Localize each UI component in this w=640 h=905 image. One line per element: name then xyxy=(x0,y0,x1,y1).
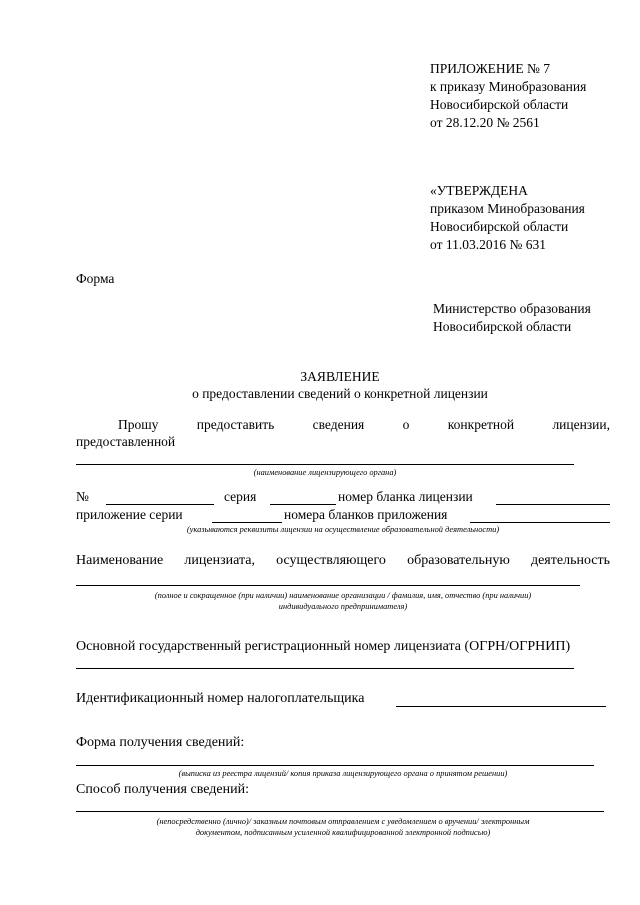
annex-date: от 28.12.20 № 2561 xyxy=(430,115,540,130)
annex-series-label: приложение серии xyxy=(76,507,183,522)
request-word: предоставить xyxy=(196,417,275,432)
receipt-method-note-1: (непосредственно (лично)/ заказным почтовым отправлением с уведомлением о вручении/ электронным xyxy=(156,817,530,826)
document-subtitle: о предоставлении сведений о конкретной лицензии xyxy=(192,386,488,401)
addressee-ministry: Министерство образования xyxy=(433,301,591,316)
annex-blanks-label: номера бланков приложения xyxy=(284,507,448,522)
approved-block xyxy=(430,182,585,254)
annex-series-field[interactable] xyxy=(212,522,282,523)
receipt-form-note: (выписка из реестра лицензий/ копия приказа лицензирующего органа о принятом решении) xyxy=(178,769,508,778)
license-series-label: серия xyxy=(224,489,257,504)
form-label: Форма xyxy=(76,271,115,286)
license-series-field[interactable] xyxy=(270,504,336,505)
authority-name-note: (наименование лицензирующего органа) xyxy=(253,468,397,477)
license-details-note: (указываются реквизиты лицензии на осуществление образовательной деятельности) xyxy=(186,525,500,534)
receipt-method-field[interactable] xyxy=(76,811,604,812)
licensee-word: деятельность xyxy=(530,553,611,568)
addressee-region: Новосибирской области xyxy=(433,319,572,334)
inn-field[interactable] xyxy=(396,706,606,707)
licensee-word: Наименование xyxy=(76,553,164,568)
license-number-label: № xyxy=(76,489,89,504)
document-title: ЗАЯВЛЕНИЕ xyxy=(300,369,380,384)
annex-blanks-field[interactable] xyxy=(470,522,610,523)
licensee-word: образовательную xyxy=(407,553,510,568)
annex-order-ref: к приказу Минобразования xyxy=(430,79,587,94)
approved-region: Новосибирской области xyxy=(430,219,569,234)
request-word: о xyxy=(402,417,410,432)
inn-label: Идентификационный номер налогоплательщика xyxy=(76,691,365,706)
licensee-word: осуществляющего xyxy=(276,553,386,568)
receipt-method-label: Способ получения сведений: xyxy=(76,782,249,797)
request-line-2: предоставленной xyxy=(76,434,176,449)
approved-date: от 11.03.2016 № 631 xyxy=(430,237,546,252)
approved-heading: «УТВЕРЖДЕНА xyxy=(430,183,528,198)
licensee-name-label xyxy=(76,552,610,570)
ogrn-label: Основной государственный регистрационный номер лицензиата (ОГРН/ОГРНИП) xyxy=(76,639,571,654)
licensee-word: лицензиата, xyxy=(184,553,255,568)
request-line-1 xyxy=(118,416,610,434)
license-blank-label: номер бланка лицензии xyxy=(338,489,473,504)
authority-name-field[interactable] xyxy=(76,464,574,465)
request-word: сведения xyxy=(312,417,365,432)
licensee-note-1: (полное и сокращенное (при наличии) наименование организации / фамилия, имя, отчество (при наличии) xyxy=(154,591,532,600)
request-word: лицензии, xyxy=(552,417,610,432)
receipt-form-label: Форма получения сведений: xyxy=(76,735,245,750)
license-blank-field[interactable] xyxy=(496,504,610,505)
request-word: конкретной xyxy=(447,417,515,432)
annex-block xyxy=(430,60,586,132)
request-word: Прошу xyxy=(118,417,159,432)
receipt-method-note-2: документом, подписанным усиленной квалифицированной электронной подписью) xyxy=(195,828,491,837)
licensee-note-2: индивидуального предпринимателя) xyxy=(278,602,408,611)
annex-region: Новосибирской области xyxy=(430,97,569,112)
ogrn-field[interactable] xyxy=(76,668,574,669)
license-number-field[interactable] xyxy=(106,504,214,505)
receipt-form-field[interactable] xyxy=(76,765,594,766)
addressee-block xyxy=(433,300,591,336)
approved-order-ref: приказом Минобразования xyxy=(430,201,585,216)
licensee-name-field[interactable] xyxy=(76,585,580,586)
annex-number: ПРИЛОЖЕНИЕ № 7 xyxy=(430,61,551,76)
